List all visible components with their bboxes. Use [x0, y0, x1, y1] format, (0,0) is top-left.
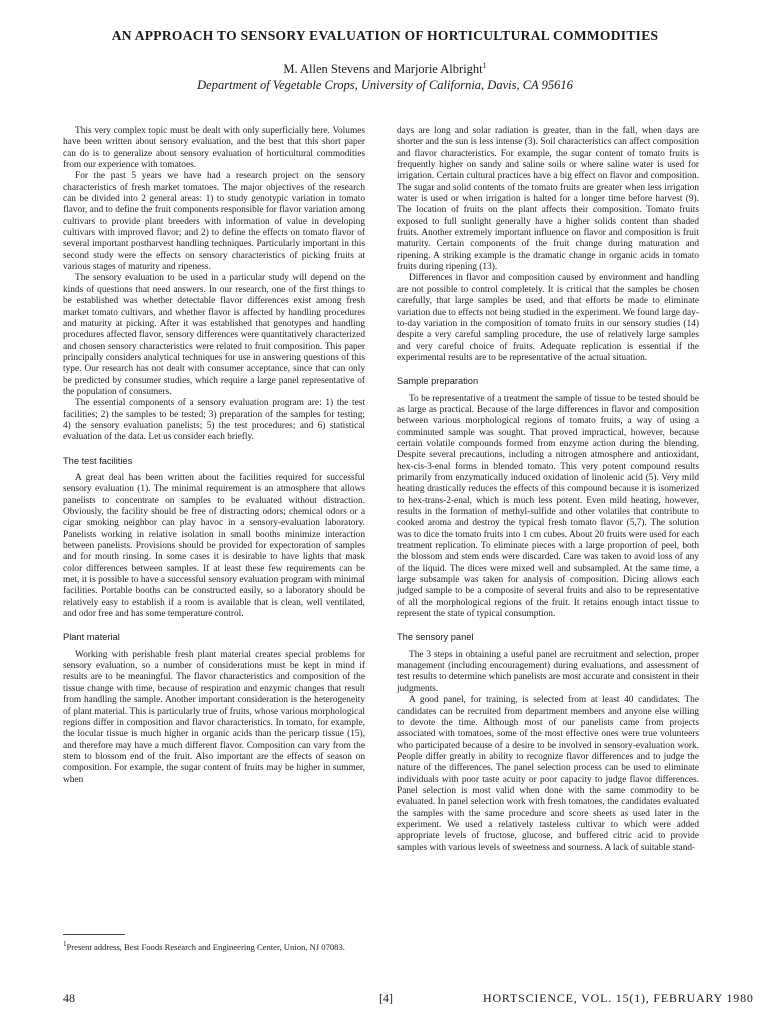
- paper-title: AN APPROACH TO SENSORY EVALUATION OF HORTICULTURAL COMMODITIES: [111, 28, 659, 43]
- section-heading-sensory-panel: The sensory panel: [397, 632, 474, 643]
- footnote-text: Present address, Best Foods Research and Engineering Center, Union, NJ 07083.: [66, 941, 345, 952]
- sensory-panel-paragraph-1: The 3 steps in obtaining a useful panel are recruitment and selection, proper management (including encouragement) during evaluations, and assessment of test results to determine which panelists are most accurate and consistent in their judgments.: [397, 649, 699, 694]
- issue-marker: [4]: [379, 991, 393, 1005]
- footnote-divider: [63, 934, 125, 935]
- continued-paragraph-1: days are long and solar radiation is greater, than in the fall, when days are shorter and the sun is less intense (3). Soil characteristics can affect composition and flavor characteristics. For example, the sugar content of tomato fruits is frequently higher on sandy and saline soils or where saline water is used for irrigation. Certain cultural practices have a big effect on flavor and composition. The sugar and solid contents of the tomato fruits are greater when less irrigation water is used or when irrigation is halted for a longer time before harvest (9). The location of fruits on the plant affects their composition. Tomato fruits exposed to full sunlight generally have a higher solids content than shaded fruits. Another extremely important influence on flavor and composition is fruit maturity. Certain components of the fruit change during maturation and ripening. A striking example is the dramatic change in organic acids in tomato fruits during ripening (13).: [397, 126, 699, 273]
- sensory-panel-paragraph-2: A good panel, for training, is selected from at least 40 candidates. The candidates can be recruited from department members and anyone else willing to devote the time. Although most of our panelists came from projects associated with tomatoes, some of the most effective ones were true volunteers who participated because of a desire to be involved in sensory-evaluation work. People differ greatly in ability to recognize flavor differences and to judge the nature of the differences. The panel selection process can be used to eliminate individuals with poor taste acuity or poor capacity to judge flavor differences. Panel selection is most valid when done with the same commodity to be evaluated. In panel selection work with fresh tomatoes, the candidates evaluated the samples with the same procedure and score sheets as used later in the experiment. We used a relatively tasteless cultivar to which were added appropriate levels of fructose, glucose, and buffered citric acid to provide samples with various levels of sweetness and sourness. A lack of suitable stand-: [397, 695, 699, 853]
- intro-paragraph-4: The essential components of a sensory evaluation program are: 1) the test facilities; 2) the samples to be tested; 3) preparation of the samples for testing; 4) the sensory evaluation panelists; 5) the test procedures; and 6) statistical evaluation of the data. Let us consider each briefly.: [63, 398, 365, 443]
- plant-material-paragraph: Working with perishable fresh plant material creates special problems for sensory evaluation, so a number of considerations must be kept in mind if results are to be meaningful. The flavor characteristics and composition of the tissue change with time, because of respiration and enzymic changes that result from handling the sample. Another important consideration is the heterogeneity of plant material. This is particularly true of fruits, whose various morphological regions differ in composition and flavor characteristics. In tomato, for example, the locular tissue is much higher in organic acids than the pericarp tissue (15), and therefore may have a much different flavor. Composition can vary from the stem to blossom end of the fruit. Also important are the effects of season on composition. For example, the sugar content of fruits may be higher in summer, when: [63, 649, 365, 785]
- right-column: [397, 126, 699, 854]
- intro-paragraph-3: The sensory evaluation to be used in a particular study will depend on the kinds of questions that need answers. In our research, one of the first things to be established was whether detectable flavor differences exist among fresh market tomato cultivars, and whether flavor is affected by handling procedures and maturity at picking. After it was established that genotypes and handling procedures affected flavor, sensory differences were quantitatively characterized and chosen sensory characteristics were related to fruit composition. This paper principally considers analytical techniques for use in answering questions of this type. Our research has not dealt with consumer acceptance, since that can only be predicted by consumer studies, which require a large panel representative of the population of consumers.: [63, 273, 365, 397]
- footnote-marker: 1: [63, 940, 67, 948]
- footnote: [63, 939, 365, 952]
- sample-preparation-paragraph: To be representative of a treatment the sample of tissue to be tested should be as large as practical. Because of the large differences in flavor and composition between various morphological regions of tomato fruits, a way of using a comminuted sample was sought. That proved impractical, however, because certain volatile compounds formed from enzyme action during the blending. Despite several precautions, including a nitrogen atmosphere and antioxidant, hex-cis-3-enal forms in blended tomato. This very potent compound results primarily from enzymatically induced oxidation of linolenic acid (5). Very mild heating drastically reduces the effects of this compound because it is isomerized to hex-trans-2-enal, which is much less potent. Even mild heating, however, results in the formation of methyl-sulfide and other volatiles that contribute to cooked aroma and destroy the typical fresh tomato flavor (5,7). The solution was to dice the tomato fruits into 1 cm cubes. About 20 fruits were used for each treatment replication. To eliminate pieces with a large proportion of peel, both the blossom and stem ends were discarded. Care was taken to avoid loss of any of the liquid. The dices were mixed well and subsampled. At the same time, a large subsample was taken for analysis of composition. Dicing allows each judged sample to be a composite of several fruits and also to be representative of all the morphological regions of the fruit. It retains enough intact tissue to represent the state of typical consumption.: [397, 393, 699, 620]
- section-heading-plant-material: Plant material: [63, 632, 120, 643]
- author-footnote-marker: 1: [482, 61, 487, 70]
- intro-paragraph-2: For the past 5 years we have had a research project on the sensory characteristics of fresh market tomatoes. The major objectives of the research can be divided into 2 general areas: 1) to study genotypic variation in tomato flavor, and to define the fruit components responsible for flavor variation among cultivars to provide plant breeders with information of value in developing cultivars with improved flavor; and 2) to define the effects on tomato flavor of several important postharvest handling techniques. Particularly important in this second study were the effects on sensory characteristics of picking fruits at various stages of maturity and ripeness.: [63, 171, 365, 273]
- left-column: [63, 126, 365, 786]
- journal-citation: HORTSCIENCE, VOL. 15(1), FEBRUARY 1980: [483, 991, 754, 1005]
- section-heading-sample-preparation: Sample preparation: [397, 376, 479, 387]
- section-heading-test-facilities: The test facilities: [63, 455, 133, 466]
- page-number: 48: [63, 991, 75, 1005]
- affiliation: Department of Vegetable Crops, University of California, Davis, CA 95616: [197, 78, 573, 92]
- author-line: [0, 61, 770, 77]
- authors: M. Allen Stevens and Marjorie Albright: [283, 62, 483, 77]
- test-facilities-paragraph: A great deal has been written about the facilities required for successful sensory evaluation (1). The minimal requirement is an atmosphere that allows panelists to concentrate on samples to be evaluated without distraction. Obviously, the facility should be free of distracting odors; chemical odors or a cigar smoking neighbor can play havoc in a sensory-evaluation laboratory. Panelists working in relative isolation in small booths minimize interaction between panelists. Provisions should be provided for expectoration of samples and for mouth rinsing. In some cases it is desirable to have lights that mask color differences between samples. If at least these few requirements can be met, it is possible to have a successful sensory evaluation program with minimal facilities. Portable booths can be constructed easily, so a laboratory should be relatively easy to establish if a room is available that is clean, well ventilated, and odor free and has some temperature control.: [63, 472, 365, 620]
- intro-paragraph-1: This very complex topic must be dealt with only superficially here. Volumes have been written about sensory evaluation, and the best that this short paper can do is to generalize about sensory evaluation of horticultural commodities from our experience with tomatoes.: [63, 126, 365, 171]
- continued-paragraph-2: Differences in flavor and composition caused by environment and handling are not possible to control completely. It is critical that the samples be chosen carefully, that large samples be used, and that efforts be made to eliminate variation due to effects not being studied in the experiment. We found large day-to-day variation in the composition of tomato fruits in our sensory studies (14) despite a very careful sampling procedure, the use of relatively large samples and very careful choice of fruits. Adequate replication is essential if the experimental results are to be representative of the actual situation.: [397, 273, 699, 363]
